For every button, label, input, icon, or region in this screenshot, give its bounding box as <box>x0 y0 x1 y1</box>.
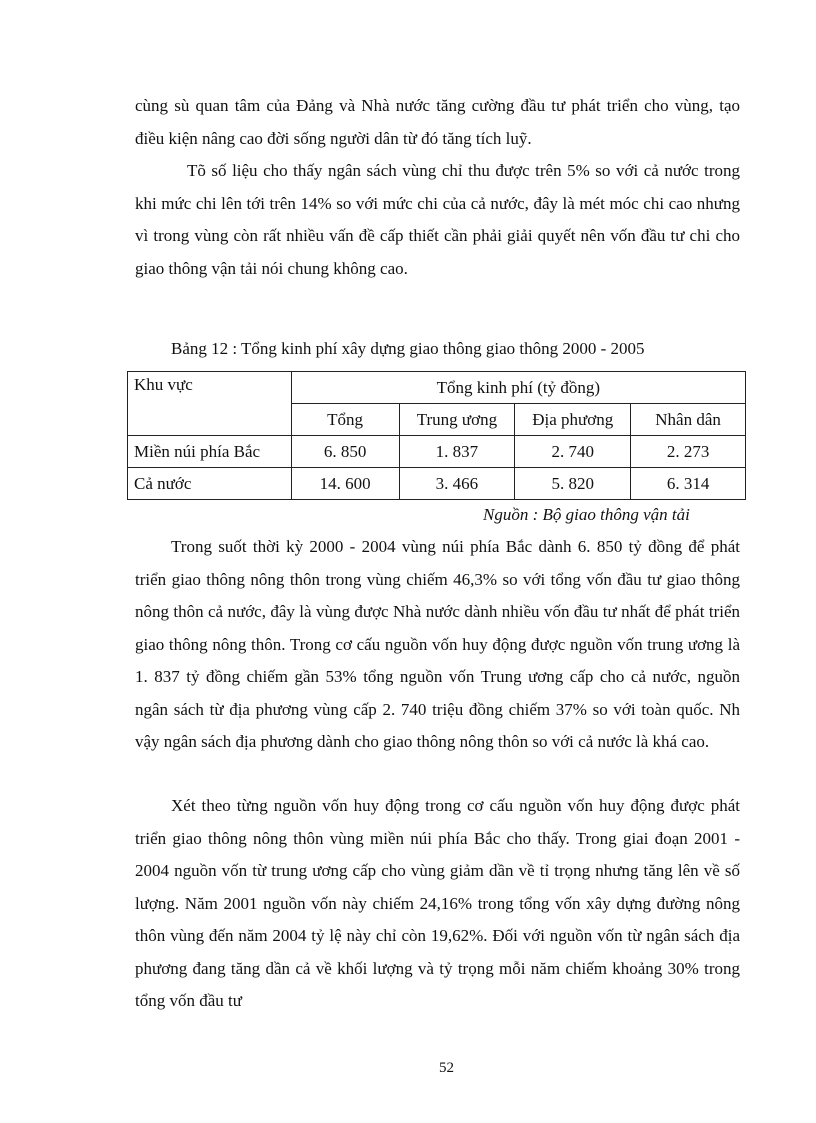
page-number: 52 <box>439 1060 454 1076</box>
table-cell: 1. 837 <box>399 436 515 468</box>
table-cell: 6. 314 <box>631 468 746 500</box>
table-row <box>128 468 746 500</box>
table-cell: 5. 820 <box>515 468 631 500</box>
table-cell: 2. 273 <box>631 436 746 468</box>
paragraph-1: cùng sù quan tâm của Đảng và Nhà nước tăng cường đầu tư phát triển cho vùng, tạo điều kiện nâng cao đời sống người dân từ đó tăng tích luỹ. <box>135 96 740 148</box>
table-caption: Bảng 12 : Tổng kinh phí xây dựng giao thông giao thông 2000 - 2005 <box>171 339 645 358</box>
row-region: Miền núi phía Bắc <box>128 436 292 468</box>
table-source: Nguồn : Bộ giao thông vận tải <box>483 505 690 524</box>
header-region: Khu vực <box>128 372 292 436</box>
paragraph-4: Xét theo từng nguồn vốn huy động trong cơ cấu nguồn vốn huy động được phát triển giao thông nông thôn vùng miền núi phía Bắc cho thấy. Trong giai đoạn 2001 - 2004 nguồn vốn từ trung ương cấp cho vùng giảm dần về tỉ trọng nhưng tăng lên về số lượng. Năm 2001 nguồn vốn này chiếm 24,16% trong tổng vốn xây dựng đường nông thôn vùng đến năm 2004 tỷ lệ này chỉ còn 19,62%. Đối với nguồn vốn từ ngân sách địa phương đang tăng dần cả về khối lượng và tỷ trọng mỗi năm chiếm khoảng 30% trong tổng vốn đầu tư <box>135 796 740 1010</box>
funding-table <box>127 371 746 500</box>
table-cell: 6. 850 <box>291 436 399 468</box>
table-cell: 3. 466 <box>399 468 515 500</box>
column-header: Tổng <box>291 404 399 436</box>
column-header: Trung ương <box>399 404 515 436</box>
table-cell: 14. 600 <box>291 468 399 500</box>
paragraph-2: Tõ số liệu cho thấy ngân sách vùng chỉ thu được trên 5% so với cả nước trong khi mức chi lên tới trên 14% so với mức chi của cả nước, đây là mét móc chi cao nhưng vì trong vùng còn rất nhiều vấn đề cấp thiết cần phải giải quyết nên vốn đầu tư chi cho giao thông vận tải nói chung không cao. <box>135 161 740 278</box>
paragraph-3: Trong suốt thời kỳ 2000 - 2004 vùng núi phía Bắc dành 6. 850 tỷ đồng để phát triển giao thông nông thôn trong vùng chiếm 46,3% so với tổng vốn đầu tư giao thông nông thôn cả nước, đây là vùng được Nhà nước dành nhiều vốn đầu tư nhất để phát triển giao thông nông thôn. Trong cơ cấu nguồn vốn huy động được nguồn vốn trung ương là 1. 837 tỷ đồng chiếm gần 53% tổng nguồn vốn Trung ương cấp cho cả nước, nguồn ngân sách từ địa phương vùng cấp 2. 740 triệu đồng chiếm 37% so với toàn quốc. Nh vậy ngân sách địa phương dành cho giao thông nông thôn so với cả nước là khá cao. <box>135 537 740 751</box>
table-header-row <box>128 372 746 404</box>
column-header: Nhân dân <box>631 404 746 436</box>
row-region: Cả nước <box>128 468 292 500</box>
header-group: Tổng kinh phí (tỷ đồng) <box>291 372 745 404</box>
column-header: Địa phương <box>515 404 631 436</box>
table-row <box>128 436 746 468</box>
table-cell: 2. 740 <box>515 436 631 468</box>
